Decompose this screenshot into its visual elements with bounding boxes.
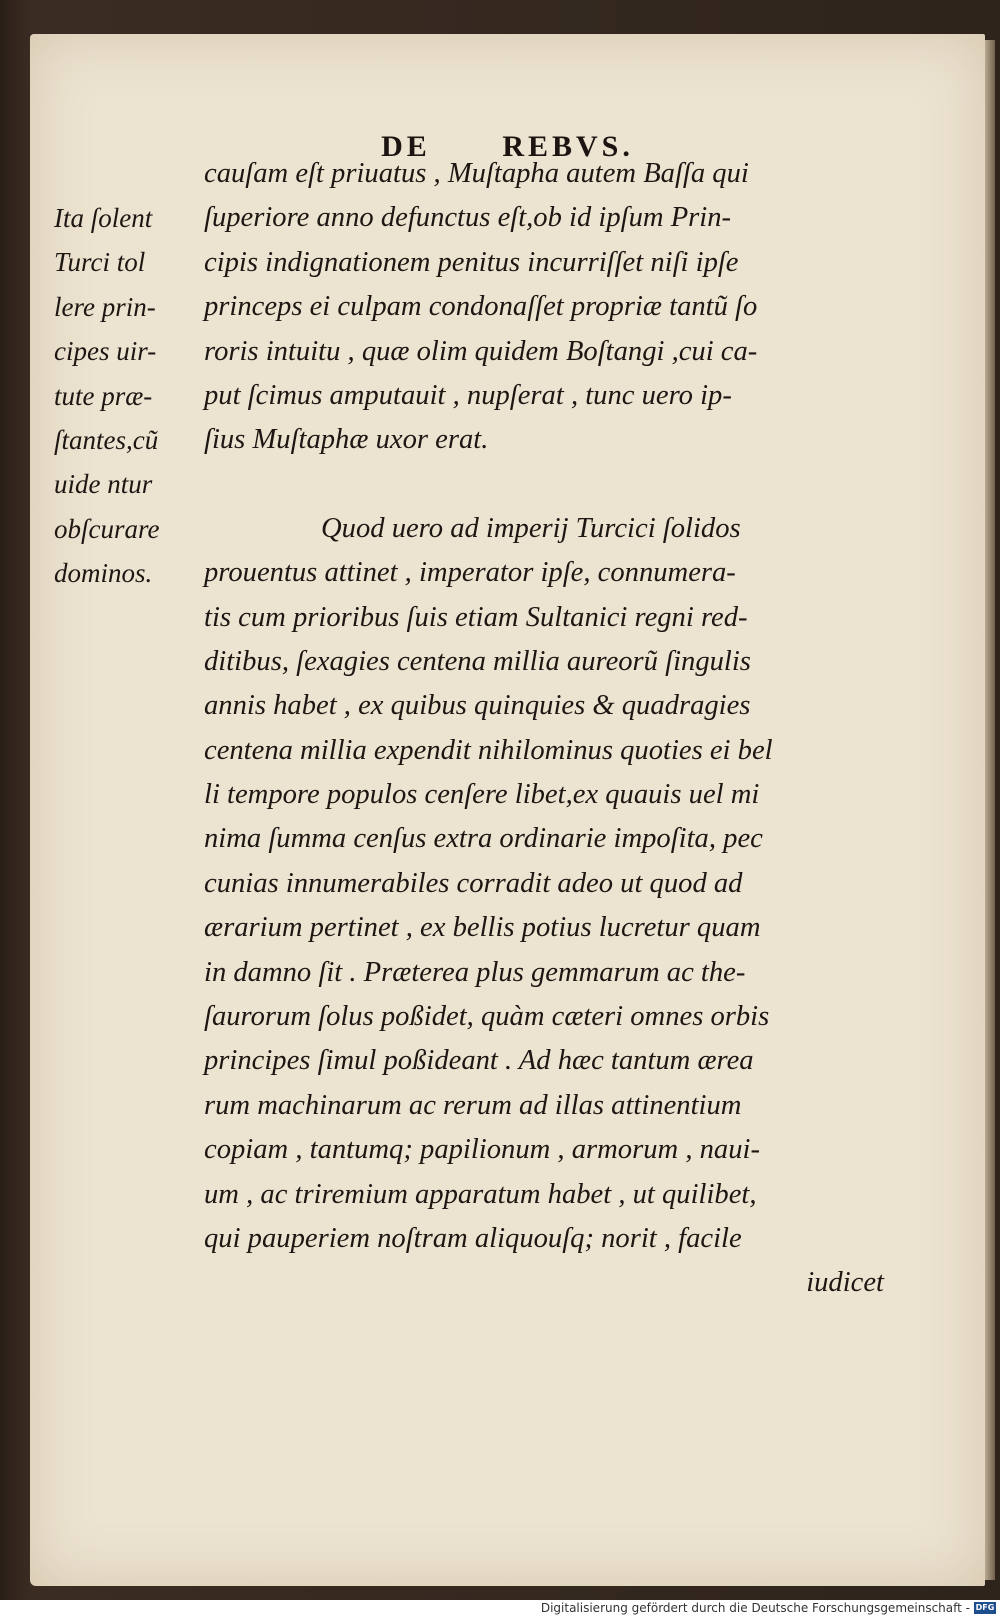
text-line: copiam , tantumq; papilionum , armorum , naui-: [204, 1134, 760, 1166]
paragraph-gap: [204, 463, 884, 507]
text-line: ſius Muſtaphæ uxor erat.: [204, 424, 489, 456]
marginal-line: uide ntur: [54, 469, 153, 500]
running-head-right: REBVS.: [502, 130, 634, 163]
text-line: cunias innumerabiles corradit adeo ut quod ad: [204, 867, 743, 899]
text-line: tis cum prioribus ſuis etiam Sultanici regni red-: [204, 601, 748, 633]
dfg-logo-icon: DFG: [975, 1603, 995, 1612]
text-line: cipis indignationem penitus incurriſſet niſi ipſe: [204, 246, 739, 278]
marginal-line: obſcurare: [54, 513, 160, 544]
text-line: ſuperiore anno defunctus eſt,ob id ipſum Prin-: [204, 202, 732, 234]
marginal-line: Turci tol: [54, 247, 146, 278]
text-line: principes ſimul poßideant . Ad hæc tantum ærea: [204, 1045, 754, 1077]
marginal-line: lere prin-: [54, 291, 156, 322]
text-line: in damno ſit . Præterea plus gemmarum ac the-: [204, 956, 746, 988]
marginal-line: cipes uir-: [54, 336, 157, 367]
text-line: ærarium pertinet , ex bellis potius lucretur quam: [204, 912, 761, 944]
marginal-line: ſtantes,cũ: [54, 424, 159, 455]
catchword: iudicet: [806, 1267, 884, 1299]
paragraph-1: [204, 152, 884, 463]
marginal-line: dominos.: [54, 558, 153, 589]
text-line: princeps ei culpam condonaſſet propriæ tantũ ſo: [204, 291, 758, 323]
footer-credit: Digitalisierung gefördert durch die Deutsche Forschungsgemeinschaft -: [540, 1601, 970, 1615]
main-text: [204, 152, 884, 1306]
text-line: put ſcimus amputauit , nupſerat , tunc uero ip-: [204, 379, 732, 411]
text-line: Quod uero ad imperij Turcici ſolidos: [321, 512, 741, 544]
text-line: cauſam eſt priuatus , Muſtapha autem Baſſa qui: [204, 158, 749, 189]
paragraph-2: [204, 507, 884, 1262]
text-line: qui pauperiem noſtram aliquouſq; norit , facile: [204, 1222, 742, 1254]
text-line: nima ſumma cenſus extra ordinarie impoſita, pec: [204, 823, 763, 855]
marginal-line: Ita ſolent: [54, 203, 153, 233]
running-head-left: DE: [381, 130, 431, 163]
marginal-line: tute præ-: [54, 380, 153, 411]
text-line: prouentus attinet , imperator ipſe, connumera-: [204, 557, 736, 589]
text-line: li tempore populos cenſere libet,ex quauis uel mi: [204, 779, 760, 811]
page-edge: [985, 40, 995, 1580]
marginal-note: [54, 196, 204, 596]
text-line: um , ac triremium apparatum habet , ut quilibet,: [204, 1178, 757, 1210]
text-line: centena millia expendit nihilominus quoties ei bel: [204, 734, 773, 766]
text-line: ſaurorum ſolus poßidet, quàm cæteri omnes orbis: [204, 1001, 770, 1033]
text-line: ditibus, ſexagies centena millia aureorũ ſingulis: [204, 645, 751, 677]
text-line: roris intuitu , quæ olim quidem Boſtangi ,cui ca-: [204, 335, 758, 367]
text-line: rum machinarum ac rerum ad illas attinentium: [204, 1089, 742, 1121]
text-line: annis habet , ex quibus quinquies & quadragies: [204, 690, 751, 722]
